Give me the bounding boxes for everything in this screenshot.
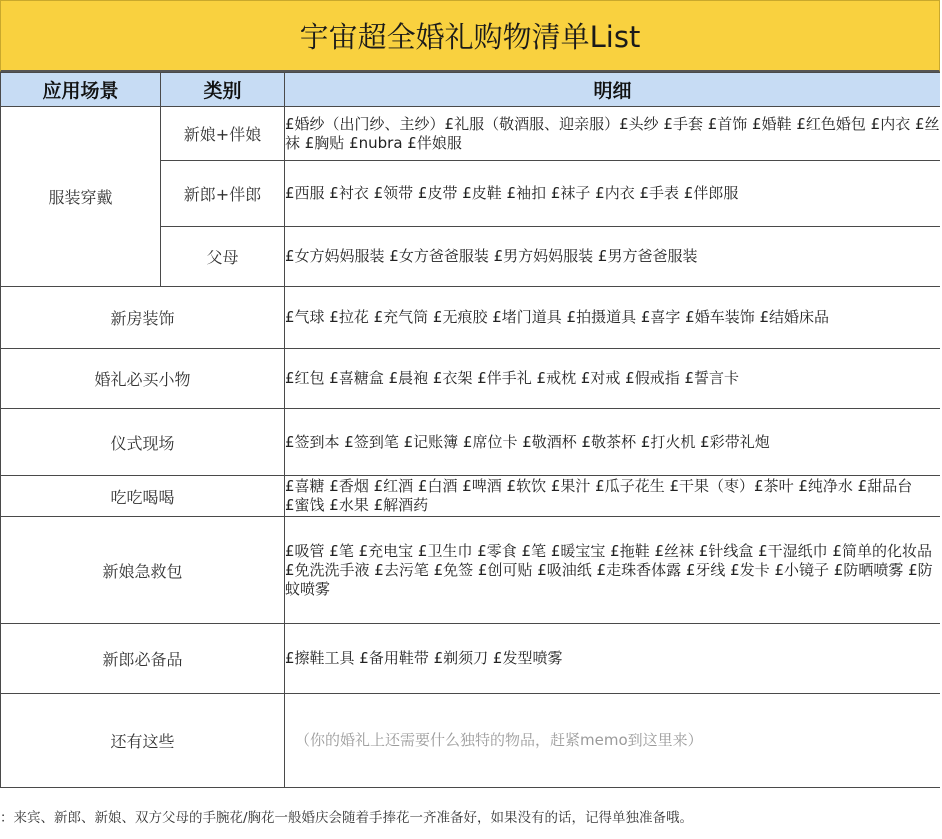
scene-cell: 吃吃喝喝 xyxy=(1,476,285,517)
memo-placeholder-cell: （你的婚礼上还需要什么独特的物品，赶紧memo到这里来） xyxy=(285,694,941,788)
table-row xyxy=(1,349,941,409)
header-category: 类别 xyxy=(161,73,285,107)
detail-cell: £西服 £衬衣 £领带 £皮带 £皮鞋 £袖扣 £袜子 £内衣 £手表 £伴郎服 xyxy=(285,161,941,227)
detail-cell: £婚纱（出门纱、主纱）£礼服（敬酒服、迎亲服）£头纱 £手套 £首饰 £婚鞋 £红色婚包 £内衣 £丝袜 £胸贴 £nubra £伴娘服 xyxy=(285,107,941,161)
header-detail: 明细 xyxy=(285,73,941,107)
category-cell: 新郎+伴郎 xyxy=(161,161,285,227)
footnote: ：来宾、新郎、新娘、双方父母的手腕花/胸花一般婚庆会随着手捧花一齐准备好，如果没有的话，记得单独准备哦。 xyxy=(0,810,694,826)
scene-cell: 还有这些 xyxy=(1,694,285,788)
sheet-title: 宇宙超全婚礼购物清单List xyxy=(0,0,940,72)
detail-cell: £女方妈妈服装 £女方爸爸服装 £男方妈妈服装 £男方爸爸服装 xyxy=(285,227,941,287)
table-row xyxy=(1,409,941,476)
table-row xyxy=(1,624,941,694)
detail-cell: £红包 £喜糖盒 £晨袍 £衣架 £伴手礼 £戒枕 £对戒 £假戒指 £誓言卡 xyxy=(285,349,941,409)
scene-cell: 新郎必备品 xyxy=(1,624,285,694)
category-cell: 父母 xyxy=(161,227,285,287)
scene-cell: 仪式现场 xyxy=(1,409,285,476)
detail-cell: £气球 £拉花 £充气筒 £无痕胶 £堵门道具 £拍摄道具 £喜字 £婚车装饰 £结婚床品 xyxy=(285,287,941,349)
table-row xyxy=(1,476,941,517)
detail-cell: £吸管 £笔 £充电宝 £卫生巾 £零食 £笔 £暖宝宝 £拖鞋 £丝袜 £针线盒 £干湿纸巾 £简单的化妆品 £免洗洗手液 £去污笔 £免签 £创可贴 £吸油纸 £走珠香体露 £牙线 £发卡 £小镜子 £防晒喷雾 £防蚊喷雾 xyxy=(285,517,941,624)
scene-cell: 新娘急救包 xyxy=(1,517,285,624)
detail-cell: £擦鞋工具 £备用鞋带 £剃须刀 £发型喷雾 xyxy=(285,624,941,694)
category-cell: 新娘+伴娘 xyxy=(161,107,285,161)
scene-cell: 婚礼必买小物 xyxy=(1,349,285,409)
shopping-list-table xyxy=(0,72,941,788)
table-row xyxy=(1,107,941,161)
header-scene: 应用场景 xyxy=(1,73,161,107)
detail-cell: £喜糖 £香烟 £红酒 £白酒 £啤酒 £软饮 £果汁 £瓜子花生 £干果（枣）£茶叶 £纯净水 £甜品台 £蜜饯 £水果 £解酒药 xyxy=(285,476,941,517)
table-row xyxy=(1,694,941,788)
scene-cell: 新房装饰 xyxy=(1,287,285,349)
scene-cell: 服装穿戴 xyxy=(1,107,161,287)
table-row xyxy=(1,287,941,349)
detail-cell: £签到本 £签到笔 £记账簿 £席位卡 £敬酒杯 £敬茶杯 £打火机 £彩带礼炮 xyxy=(285,409,941,476)
header-row xyxy=(1,73,941,107)
table-row xyxy=(1,517,941,624)
